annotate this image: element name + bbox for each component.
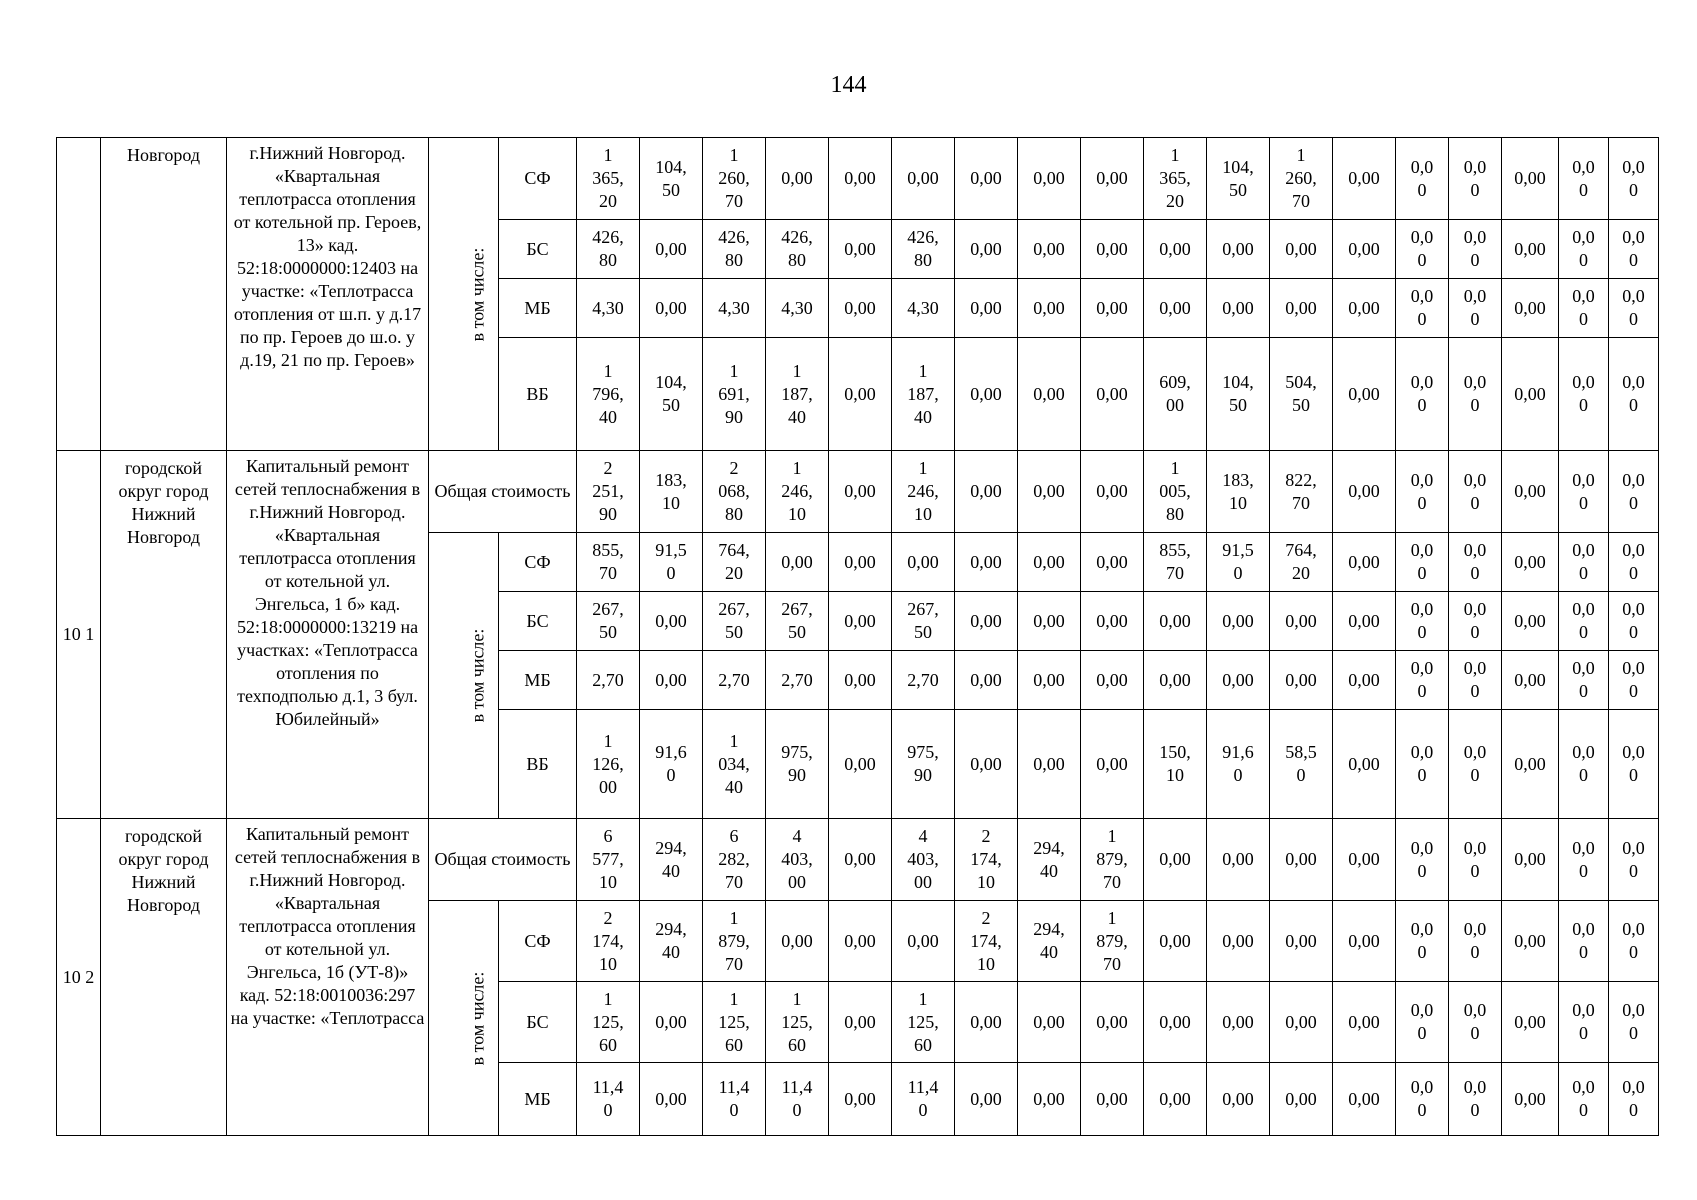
- value-cell: 1 365, 20: [1144, 138, 1207, 220]
- value-cell: 0,0 0: [1396, 279, 1449, 338]
- value-cell: 0,0 0: [1449, 819, 1502, 901]
- value-cell: 0,0 0: [1449, 138, 1502, 220]
- subgroup-label: в том числе:: [467, 628, 488, 723]
- value-cell: 1 125, 60: [892, 982, 955, 1063]
- value-cell: 91,5 0: [1207, 533, 1270, 592]
- district-cell: городской округ город Нижний Новгород: [101, 819, 227, 1136]
- value-cell: 426, 80: [703, 220, 766, 279]
- value-cell: 0,0 0: [1449, 279, 1502, 338]
- value-cell: 2,70: [766, 651, 829, 710]
- value-cell: 0,00: [829, 338, 892, 451]
- value-cell: 2 174, 10: [955, 901, 1018, 982]
- value-cell: 0,0 0: [1396, 220, 1449, 279]
- value-cell: 0,00: [1207, 592, 1270, 651]
- row-number: [57, 138, 101, 451]
- value-cell: 0,0 0: [1396, 338, 1449, 451]
- value-cell: 2,70: [577, 651, 640, 710]
- value-cell: 0,00: [1018, 220, 1081, 279]
- value-cell: 1 187, 40: [766, 338, 829, 451]
- value-cell: 0,00: [1144, 279, 1207, 338]
- value-cell: 0,0 0: [1559, 982, 1609, 1063]
- budget-table: [56, 137, 1659, 1136]
- value-cell: 0,00: [955, 138, 1018, 220]
- value-cell: 0,0 0: [1609, 901, 1659, 982]
- value-cell: 4,30: [766, 279, 829, 338]
- value-cell: 426, 80: [577, 220, 640, 279]
- value-cell: 0,00: [1333, 651, 1396, 710]
- value-cell: 11,4 0: [703, 1063, 766, 1136]
- value-cell: 2 174, 10: [955, 819, 1018, 901]
- value-cell: 4 403, 00: [766, 819, 829, 901]
- value-cell: 0,0 0: [1396, 592, 1449, 651]
- value-cell: 0,00: [1270, 279, 1333, 338]
- value-cell: 0,0 0: [1396, 901, 1449, 982]
- value-cell: 0,00: [1270, 901, 1333, 982]
- value-cell: 0,00: [1207, 819, 1270, 901]
- subgroup-label: в том числе:: [467, 971, 488, 1065]
- value-cell: 0,00: [829, 138, 892, 220]
- value-cell: 1 125, 60: [766, 982, 829, 1063]
- value-cell: 0,00: [1502, 592, 1559, 651]
- value-cell: 0,0 0: [1449, 651, 1502, 710]
- value-cell: 0,00: [766, 901, 829, 982]
- value-cell: 1 691, 90: [703, 338, 766, 451]
- value-cell: 0,00: [1207, 901, 1270, 982]
- value-cell: 0,00: [955, 710, 1018, 819]
- value-cell: 0,00: [829, 651, 892, 710]
- value-cell: 0,00: [829, 710, 892, 819]
- value-cell: 1 126, 00: [577, 710, 640, 819]
- value-cell: 0,00: [1502, 533, 1559, 592]
- value-cell: 0,0 0: [1396, 651, 1449, 710]
- value-cell: 0,00: [955, 592, 1018, 651]
- value-cell: 267, 50: [577, 592, 640, 651]
- value-cell: 0,00: [829, 533, 892, 592]
- value-cell: 0,0 0: [1559, 138, 1609, 220]
- value-cell: 764, 20: [1270, 533, 1333, 592]
- value-cell: 0,00: [1081, 1063, 1144, 1136]
- value-cell: 0,0 0: [1559, 220, 1609, 279]
- value-cell: 0,00: [1502, 279, 1559, 338]
- value-cell: 0,00: [1502, 982, 1559, 1063]
- value-cell: 0,0 0: [1396, 982, 1449, 1063]
- value-cell: 0,00: [1502, 451, 1559, 533]
- funding-type: МБ: [499, 651, 577, 710]
- funding-type: ВБ: [499, 710, 577, 819]
- value-cell: 0,00: [1018, 533, 1081, 592]
- value-cell: 0,00: [1081, 651, 1144, 710]
- value-cell: 0,0 0: [1559, 710, 1609, 819]
- value-cell: 0,00: [1502, 1063, 1559, 1136]
- value-cell: 0,0 0: [1559, 592, 1609, 651]
- value-cell: 0,0 0: [1559, 338, 1609, 451]
- value-cell: 267, 50: [892, 592, 955, 651]
- value-cell: 975, 90: [766, 710, 829, 819]
- value-cell: 11,4 0: [766, 1063, 829, 1136]
- value-cell: 0,0 0: [1449, 533, 1502, 592]
- funding-type: БС: [499, 220, 577, 279]
- value-cell: 1 260, 70: [703, 138, 766, 220]
- value-cell: 150, 10: [1144, 710, 1207, 819]
- value-cell: 0,00: [892, 901, 955, 982]
- value-cell: 0,00: [1081, 533, 1144, 592]
- value-cell: 11,4 0: [577, 1063, 640, 1136]
- value-cell: 0,0 0: [1449, 710, 1502, 819]
- value-cell: 0,0 0: [1559, 279, 1609, 338]
- value-cell: 0,0 0: [1396, 533, 1449, 592]
- value-cell: 0,00: [1018, 651, 1081, 710]
- value-cell: 0,00: [829, 220, 892, 279]
- value-cell: 0,0 0: [1396, 710, 1449, 819]
- value-cell: 0,00: [1081, 982, 1144, 1063]
- value-cell: 0,00: [1333, 220, 1396, 279]
- value-cell: 104, 50: [1207, 138, 1270, 220]
- value-cell: 104, 50: [640, 138, 703, 220]
- value-cell: 0,0 0: [1609, 710, 1659, 819]
- value-cell: 267, 50: [766, 592, 829, 651]
- value-cell: 0,0 0: [1449, 451, 1502, 533]
- object-description: г.Нижний Новгород. «Квартальная теплотрасса отопления от котельной пр. Героев, 13» кад. 52:18:0000000:12403 на участке: «Теплотрасса отопления от ш.п. у д.17 по пр. Героев до ш.о. у д.19, 21 по пр. Героев»: [227, 138, 429, 451]
- value-cell: 0,00: [1270, 982, 1333, 1063]
- value-cell: 0,00: [640, 1063, 703, 1136]
- value-cell: 0,00: [1502, 338, 1559, 451]
- value-cell: 2 068, 80: [703, 451, 766, 533]
- value-cell: 0,0 0: [1609, 982, 1659, 1063]
- value-cell: 294, 40: [1018, 819, 1081, 901]
- table-row: [57, 451, 1659, 533]
- object-description: Капитальный ремонт сетей теплоснабжения в г.Нижний Новгород. «Квартальная теплотрасса отопления от котельной ул. Энгельса, 1 б» кад. 52:18:0000000:13219 на участках: «Теплотрасса отопления по техподполью д.1, 3 бул. Юбилейный»: [227, 451, 429, 819]
- funding-type: СФ: [499, 533, 577, 592]
- value-cell: 0,00: [1081, 338, 1144, 451]
- subgroup-label: в том числе:: [467, 247, 488, 341]
- value-cell: 0,00: [1333, 592, 1396, 651]
- value-cell: 1 125, 60: [577, 982, 640, 1063]
- value-cell: 0,0 0: [1609, 533, 1659, 592]
- value-cell: 822, 70: [1270, 451, 1333, 533]
- value-cell: 0,00: [1081, 138, 1144, 220]
- value-cell: 0,0 0: [1609, 338, 1659, 451]
- value-cell: 0,00: [1144, 220, 1207, 279]
- value-cell: 0,0 0: [1609, 819, 1659, 901]
- value-cell: 0,00: [1018, 279, 1081, 338]
- value-cell: 1 005, 80: [1144, 451, 1207, 533]
- funding-type: МБ: [499, 279, 577, 338]
- value-cell: 0,00: [829, 451, 892, 533]
- value-cell: 0,0 0: [1609, 1063, 1659, 1136]
- value-cell: 0,00: [1144, 1063, 1207, 1136]
- value-cell: 426, 80: [766, 220, 829, 279]
- value-cell: 0,00: [1018, 1063, 1081, 1136]
- value-cell: 0,00: [829, 279, 892, 338]
- row-number: 10 1: [57, 451, 101, 819]
- value-cell: 0,00: [1270, 220, 1333, 279]
- value-cell: 0,00: [955, 338, 1018, 451]
- value-cell: 0,00: [1207, 220, 1270, 279]
- value-cell: 0,0 0: [1396, 1063, 1449, 1136]
- table-row: [57, 138, 1659, 220]
- value-cell: 294, 40: [1018, 901, 1081, 982]
- value-cell: 4 403, 00: [892, 819, 955, 901]
- funding-type: СФ: [499, 901, 577, 982]
- value-cell: 0,00: [1270, 592, 1333, 651]
- value-cell: 0,0 0: [1449, 220, 1502, 279]
- value-cell: 426, 80: [892, 220, 955, 279]
- value-cell: 0,00: [640, 220, 703, 279]
- value-cell: 58,5 0: [1270, 710, 1333, 819]
- value-cell: 294, 40: [640, 901, 703, 982]
- value-cell: 0,00: [1018, 138, 1081, 220]
- value-cell: 0,00: [955, 1063, 1018, 1136]
- value-cell: 0,00: [955, 220, 1018, 279]
- value-cell: 0,00: [640, 279, 703, 338]
- value-cell: 0,0 0: [1559, 1063, 1609, 1136]
- value-cell: 267, 50: [703, 592, 766, 651]
- value-cell: 0,0 0: [1449, 592, 1502, 651]
- value-cell: 0,00: [1207, 651, 1270, 710]
- value-cell: 0,0 0: [1559, 651, 1609, 710]
- value-cell: 0,00: [1018, 338, 1081, 451]
- value-cell: 0,00: [1018, 451, 1081, 533]
- value-cell: 0,0 0: [1609, 220, 1659, 279]
- value-cell: 0,00: [955, 451, 1018, 533]
- value-cell: 1 246, 10: [766, 451, 829, 533]
- value-cell: 1 365, 20: [577, 138, 640, 220]
- value-cell: 1 796, 40: [577, 338, 640, 451]
- value-cell: 1 260, 70: [1270, 138, 1333, 220]
- value-cell: 0,00: [1081, 710, 1144, 819]
- value-cell: 6 282, 70: [703, 819, 766, 901]
- value-cell: 0,00: [1018, 982, 1081, 1063]
- value-cell: 0,00: [1081, 220, 1144, 279]
- value-cell: 0,00: [1144, 651, 1207, 710]
- value-cell: 0,0 0: [1449, 901, 1502, 982]
- value-cell: 0,00: [640, 982, 703, 1063]
- row-number: 10 2: [57, 819, 101, 1136]
- value-cell: 0,00: [1502, 710, 1559, 819]
- value-cell: 609, 00: [1144, 338, 1207, 451]
- value-cell: 0,0 0: [1449, 982, 1502, 1063]
- value-cell: 0,00: [1333, 338, 1396, 451]
- funding-type: БС: [499, 982, 577, 1063]
- value-cell: 0,00: [1333, 279, 1396, 338]
- subgroup-label-cell: [429, 138, 499, 451]
- value-cell: 0,00: [1333, 819, 1396, 901]
- value-cell: 1 879, 70: [1081, 901, 1144, 982]
- value-cell: 0,0 0: [1559, 901, 1609, 982]
- value-cell: 0,0 0: [1559, 451, 1609, 533]
- value-cell: 4,30: [577, 279, 640, 338]
- value-cell: 0,00: [829, 1063, 892, 1136]
- value-cell: 855, 70: [1144, 533, 1207, 592]
- value-cell: 183, 10: [1207, 451, 1270, 533]
- value-cell: 0,00: [829, 819, 892, 901]
- object-description: Капитальный ремонт сетей теплоснабжения в г.Нижний Новгород. «Квартальная теплотрасса отопления от котельной ул. Энгельса, 1б (УТ-8)» кад. 52:18:0010036:297 на участке: «Теплотрасса: [227, 819, 429, 1136]
- value-cell: 91,6 0: [1207, 710, 1270, 819]
- value-cell: 0,00: [1207, 982, 1270, 1063]
- value-cell: 0,00: [955, 651, 1018, 710]
- value-cell: 0,00: [766, 533, 829, 592]
- value-cell: 0,00: [1018, 710, 1081, 819]
- value-cell: 0,00: [1502, 651, 1559, 710]
- value-cell: 0,00: [1081, 592, 1144, 651]
- total-label: Общая стоимость: [429, 819, 577, 901]
- value-cell: 0,0 0: [1609, 279, 1659, 338]
- value-cell: 104, 50: [1207, 338, 1270, 451]
- value-cell: 2,70: [703, 651, 766, 710]
- value-cell: 764, 20: [703, 533, 766, 592]
- page-number: 144: [830, 72, 867, 98]
- total-label: Общая стоимость: [429, 451, 577, 533]
- value-cell: 0,0 0: [1559, 533, 1609, 592]
- value-cell: 0,0 0: [1609, 651, 1659, 710]
- value-cell: 91,6 0: [640, 710, 703, 819]
- value-cell: 0,00: [1144, 819, 1207, 901]
- value-cell: 11,4 0: [892, 1063, 955, 1136]
- value-cell: 0,00: [1502, 901, 1559, 982]
- value-cell: 0,00: [1144, 592, 1207, 651]
- funding-type: СФ: [499, 138, 577, 220]
- value-cell: 0,00: [1018, 592, 1081, 651]
- value-cell: 0,00: [955, 279, 1018, 338]
- budget-table-body: [57, 138, 1659, 1136]
- value-cell: 4,30: [703, 279, 766, 338]
- value-cell: 183, 10: [640, 451, 703, 533]
- value-cell: 0,0 0: [1559, 819, 1609, 901]
- value-cell: 0,00: [1333, 710, 1396, 819]
- value-cell: 294, 40: [640, 819, 703, 901]
- value-cell: 0,0 0: [1449, 1063, 1502, 1136]
- value-cell: 0,00: [1207, 279, 1270, 338]
- value-cell: 0,00: [1270, 1063, 1333, 1136]
- value-cell: 0,00: [892, 533, 955, 592]
- value-cell: 975, 90: [892, 710, 955, 819]
- subgroup-label-cell: [429, 901, 499, 1136]
- value-cell: 0,0 0: [1609, 451, 1659, 533]
- value-cell: 0,00: [1333, 901, 1396, 982]
- value-cell: 0,00: [766, 138, 829, 220]
- value-cell: 855, 70: [577, 533, 640, 592]
- value-cell: 0,00: [1081, 279, 1144, 338]
- value-cell: 1 034, 40: [703, 710, 766, 819]
- value-cell: 0,0 0: [1609, 592, 1659, 651]
- value-cell: 0,00: [1502, 819, 1559, 901]
- value-cell: 0,00: [1270, 651, 1333, 710]
- district-cell: Новгород: [101, 138, 227, 451]
- value-cell: 2 251, 90: [577, 451, 640, 533]
- funding-type: БС: [499, 592, 577, 651]
- value-cell: 0,00: [1144, 901, 1207, 982]
- value-cell: 0,0 0: [1396, 819, 1449, 901]
- value-cell: 0,00: [892, 138, 955, 220]
- value-cell: 0,00: [1207, 1063, 1270, 1136]
- value-cell: 2 174, 10: [577, 901, 640, 982]
- value-cell: 0,00: [1270, 819, 1333, 901]
- value-cell: 0,00: [829, 592, 892, 651]
- value-cell: 104, 50: [640, 338, 703, 451]
- value-cell: 0,0 0: [1396, 451, 1449, 533]
- value-cell: 2,70: [892, 651, 955, 710]
- value-cell: 0,0 0: [1609, 138, 1659, 220]
- value-cell: 0,00: [955, 533, 1018, 592]
- value-cell: 0,00: [1502, 220, 1559, 279]
- value-cell: 6 577, 10: [577, 819, 640, 901]
- value-cell: 0,00: [1333, 982, 1396, 1063]
- value-cell: 0,00: [1144, 982, 1207, 1063]
- value-cell: 1 187, 40: [892, 338, 955, 451]
- value-cell: 0,00: [1333, 451, 1396, 533]
- table-row: [57, 819, 1659, 901]
- value-cell: 0,00: [955, 982, 1018, 1063]
- subgroup-label-cell: [429, 533, 499, 819]
- value-cell: 91,5 0: [640, 533, 703, 592]
- value-cell: 4,30: [892, 279, 955, 338]
- value-cell: 1 879, 70: [1081, 819, 1144, 901]
- funding-type: МБ: [499, 1063, 577, 1136]
- value-cell: 0,00: [640, 592, 703, 651]
- funding-type: ВБ: [499, 338, 577, 451]
- value-cell: 0,00: [829, 901, 892, 982]
- value-cell: 1 246, 10: [892, 451, 955, 533]
- value-cell: 0,00: [640, 651, 703, 710]
- value-cell: 504, 50: [1270, 338, 1333, 451]
- value-cell: 1 125, 60: [703, 982, 766, 1063]
- value-cell: 0,0 0: [1449, 338, 1502, 451]
- value-cell: 0,00: [1081, 451, 1144, 533]
- value-cell: 0,00: [829, 982, 892, 1063]
- value-cell: 0,00: [1333, 1063, 1396, 1136]
- value-cell: 1 879, 70: [703, 901, 766, 982]
- value-cell: 0,00: [1333, 138, 1396, 220]
- value-cell: 0,00: [1502, 138, 1559, 220]
- value-cell: 0,0 0: [1396, 138, 1449, 220]
- district-cell: городской округ город Нижний Новгород: [101, 451, 227, 819]
- value-cell: 0,00: [1333, 533, 1396, 592]
